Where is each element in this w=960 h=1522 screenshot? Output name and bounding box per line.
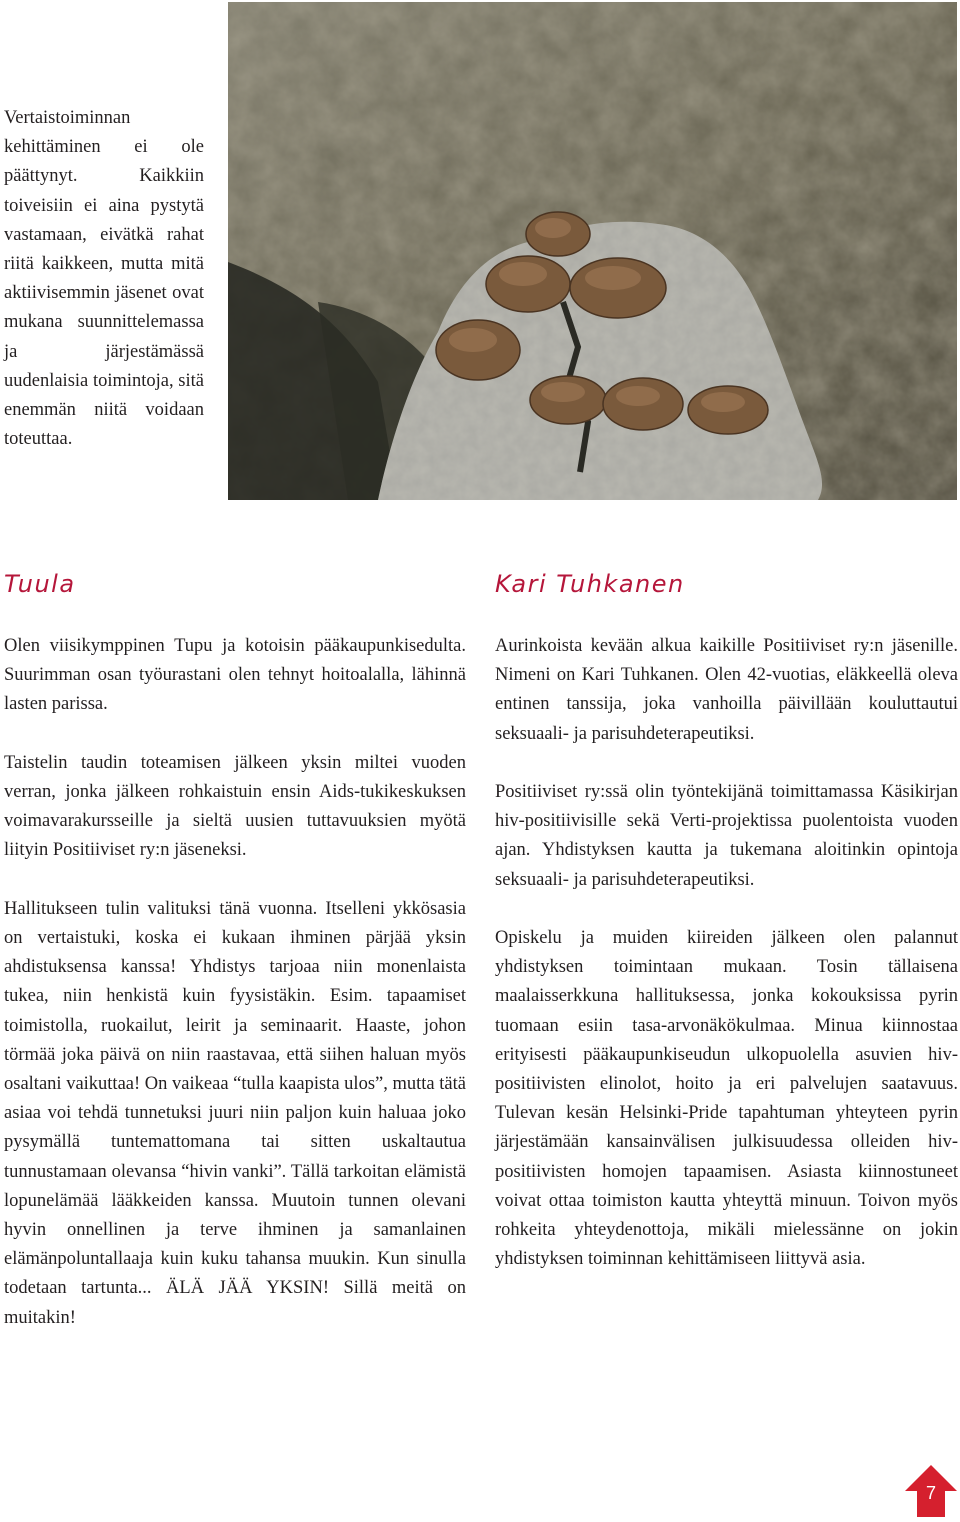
intro-paragraph [4, 104, 204, 454]
tuula-paragraph-2: Taistelin taudin toteamisen jälkeen yksin miltei vuoden verran, jonka jälkeen rohkaistuin ensin Aids-tukikeskuksen voimavarakursseille ja sieltä uusien tuttavuuksien myötä liityin Positiiviset ry:n jäseneksi. [4, 752, 466, 861]
intro-text: Vertaistoiminnan kehittäminen ei ole päättynyt. Kaikkiin toiveisiin ei aina pystytä vastamaan, eivätkä rahat riitä kaikkeen, mutta mitä aktiivisemmin jäsenet ovat mukana suunnittelemassa ja järjestämässä uudenlaisia toimintoja, sitä enemmän niitä voidaan toteuttaa. [4, 108, 204, 450]
kari-paragraph-2: Positiiviset ry:ssä olin työntekijänä toimittamassa Käsikirjan hiv-positiivisille sekä Verti-projektissa puolentoista vuoden ajan. Yhdistyksen kautta ja tukemana aloitinkin opintoja seksuaali- ja parisuhdeterapeutiksi. [495, 782, 958, 890]
kari-paragraph-1: Aurinkoista kevään alkua kaikille Positiiviset ry:n jäsenille. Nimeni on Kari Tuhkanen. Olen 42-vuotias, eläkkeellä oleva entinen tanssija, joka vanhoilla päivillään kouluttautui seksuaali- ja parisuhdeterapeutiksi. [495, 636, 958, 744]
kari-column [495, 632, 958, 1304]
tuula-paragraph-3: Hallitukseen tulin valituksi tänä vuonna. Itselleni ykkösasia on vertaistuki, koska ei kukaan ihminen pärjää yksin ahdistuksensa kanssa! Yhdistys tarjoaa niin monenlaista tukea, niin henkistä kuin fyysistäkin. Esim. tapaamiset toimistolla, ruokailut, leirit ja seminaarit. Haaste, johon törmää joka päivä on niin raastavaa, että siihen haluan myös osaltani vaikuttaa! On vaikeaa “tulla kaapista ulos”, mutta tätä asiaa voi tehdä tunnetuksi juuri niin paljon kuin haluaa joko pysymällä tuntemattomana tai sitten uskaltautua tunnustamaan olevansa “hivin vanki”. Tällä tarkoitan elämistä lopunelämää lääkkeiden kanssa. Muutoin tunnen olevani hyvin onnellinen ja terve ihminen ja samanlainen elämänpoluntallaaja kuin kuku tahansa muukin. Kun sinulla todetaan tartunta... ÄLÄ JÄÄ YKSIN! Sillä meitä on muitakin! [4, 898, 466, 1328]
hyrax-photo-illustration [228, 2, 957, 500]
tuula-paragraph-1: Olen viisikymppinen Tupu ja kotoisin pääkaupunkisedulta. Suurimman osan työurastani olen tehnyt hoitoalalla, lähinnä lasten parissa. [4, 636, 466, 715]
page-number-badge [905, 1465, 957, 1517]
tuula-column [4, 632, 466, 1362]
kari-paragraph-3: Opiskelu ja muiden kiireiden jälkeen olen palannut yhdistyksen toimintaan mukaan. Tosin tällaisena maalaisserkkuna hallituksessa, jonka kokouksissa pyrin tuomaan esiin tasa-arvonäkökulmaa. Minua kiinnostaa erityisesti pääkaupunkiseudun ulkopuolella asuvien hiv-positiivisten elinolot, hoito ja eri palvelujen saatavuus. Tulevan kesän Helsinki-Pride tapahtuman yhteyteen pyrin järjestämään kansainvälisen julkisuudessa olleiden hiv-positiivisten homojen tapaamisen. Asiasta kiinnostuneet voivat ottaa toimiston kautta yhteyttä minuun. Toivon myös rohkeita yhteydenottoja, mikäli mielessänne on jokin yhdistyksen toiminnan kehittämiseen liittyvä asia. [495, 928, 958, 1270]
heading-tuula: Tuula [4, 570, 76, 598]
hyrax-photo [228, 2, 957, 500]
page-number: 7 [925, 1483, 936, 1503]
heading-kari-tuhkanen: Kari Tuhkanen [495, 570, 685, 598]
